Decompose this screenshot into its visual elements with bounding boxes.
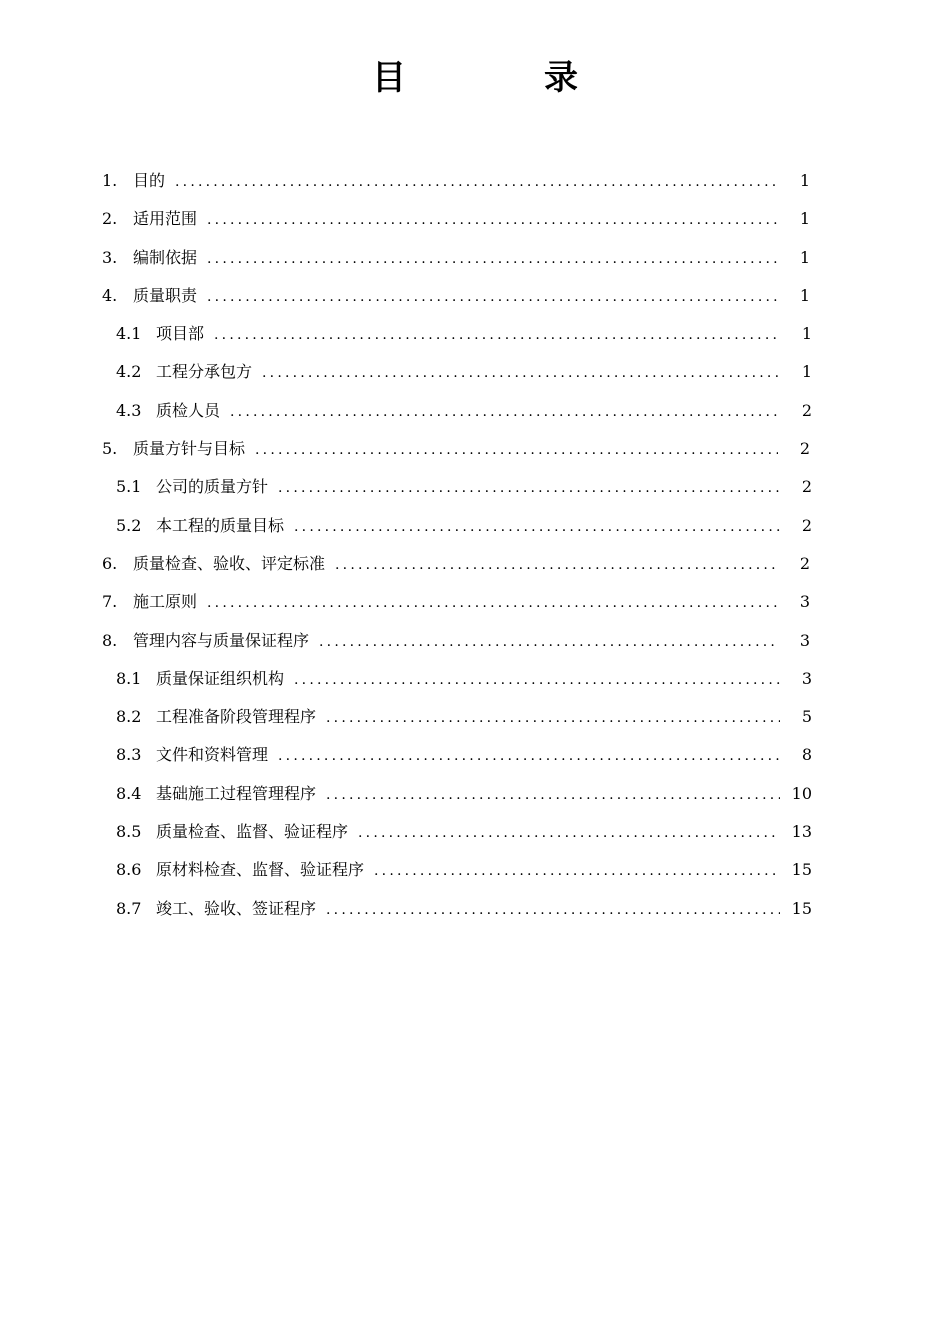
dot-leader [262, 354, 780, 392]
toc-entry-4[interactable] [0, 277, 950, 315]
dot-leader [294, 508, 780, 546]
toc-entry-page: 1 [799, 171, 810, 190]
toc-entry-page: 13 [791, 822, 812, 842]
toc-entry-8-3[interactable] [0, 736, 950, 774]
toc-entry-label: 原材料检查、监督、验证程序 [156, 860, 365, 880]
toc-entry-label: 质检人员 [156, 400, 221, 420]
toc-entry-label: 竣工、验收、签证程序 [156, 898, 317, 918]
dot-leader [278, 737, 780, 775]
dot-leader [214, 316, 780, 354]
toc-entry-8-4[interactable] [0, 775, 950, 813]
toc-entry-label: 管理内容与质量保证程序 [133, 630, 310, 650]
toc-entry-label: 质量职责 [133, 285, 198, 305]
toc-entry-page: 3 [799, 592, 810, 612]
toc-entry-page: 3 [799, 630, 810, 650]
toc-entry-page: 15 [791, 860, 812, 880]
dot-leader [358, 814, 780, 852]
toc-entry-8-1[interactable] [0, 660, 950, 698]
toc-entry-4-2[interactable] [0, 353, 950, 391]
dot-leader [326, 776, 780, 814]
toc-entry-label: 基础施工过程管理程序 [156, 783, 317, 803]
toc-entry-label: 质量检查、监督、验证程序 [156, 822, 349, 842]
toc-entry-label: 公司的质量方针 [156, 477, 269, 497]
dot-leader [326, 891, 780, 929]
toc-entry-label: 本工程的质量目标 [156, 515, 285, 535]
toc-entry-number: 8.5 [116, 822, 142, 842]
toc-entry-label: 工程分承包方 [156, 362, 253, 382]
dot-leader [207, 201, 778, 239]
table-of-contents [0, 162, 950, 928]
toc-entry-page: 2 [801, 477, 812, 497]
toc-entry-label: 工程准备阶段管理程序 [156, 707, 317, 727]
toc-entry-number: 8.2 [116, 707, 142, 727]
toc-entry-number: 1. [102, 171, 118, 190]
toc-entry-label: 质量检查、验收、评定标准 [133, 553, 326, 573]
toc-entry-page: 15 [791, 898, 812, 918]
dot-leader [326, 699, 780, 737]
toc-entry-number: 3. [102, 247, 118, 267]
toc-entry-page: 1 [799, 247, 810, 267]
toc-entry-number: 2. [102, 209, 118, 229]
toc-entry-4-3[interactable] [0, 392, 950, 430]
toc-entry-2[interactable] [0, 200, 950, 238]
toc-entry-label: 施工原则 [133, 592, 198, 612]
toc-entry-number: 4.2 [116, 362, 142, 382]
toc-entry-label: 文件和资料管理 [156, 745, 269, 765]
toc-entry-page: 2 [801, 400, 812, 420]
toc-entry-number: 8.4 [116, 783, 142, 803]
toc-entry-number: 8.3 [116, 745, 142, 765]
toc-entry-number: 7. [102, 592, 118, 612]
toc-entry-5-2[interactable] [0, 507, 950, 545]
toc-entry-5[interactable] [0, 430, 950, 468]
toc-entry-page: 1 [801, 362, 812, 382]
toc-entry-8-6[interactable] [0, 851, 950, 889]
toc-entry-page: 3 [801, 668, 812, 688]
dot-leader [255, 431, 778, 469]
toc-entry-7[interactable] [0, 583, 950, 621]
page-title: 目 录 [372, 58, 630, 98]
toc-entry-8-7[interactable] [0, 890, 950, 928]
dot-leader [374, 852, 780, 890]
toc-entry-page: 10 [791, 783, 812, 803]
toc-entry-label: 适用范围 [133, 209, 198, 229]
toc-entry-number: 8.6 [116, 860, 142, 880]
dot-leader [278, 469, 780, 507]
toc-entry-5-1[interactable] [0, 468, 950, 506]
dot-leader [207, 278, 778, 316]
toc-entry-4-1[interactable] [0, 315, 950, 353]
toc-entry-number: 8. [102, 630, 118, 650]
toc-entry-1[interactable] [0, 162, 950, 200]
toc-entry-number: 8.1 [116, 668, 142, 688]
dot-leader [207, 584, 778, 622]
toc-entry-number: 8.7 [116, 898, 142, 918]
toc-entry-number: 4.3 [116, 400, 142, 420]
toc-entry-label: 质量方针与目标 [133, 439, 246, 459]
toc-entry-page: 1 [799, 209, 810, 229]
dot-leader [175, 163, 778, 201]
dot-leader [207, 240, 778, 278]
toc-entry-page: 5 [801, 707, 812, 727]
toc-entry-label: 目的 [133, 171, 166, 190]
toc-entry-label: 编制依据 [133, 247, 198, 267]
toc-entry-number: 5.2 [116, 515, 142, 535]
toc-entry-page: 1 [801, 324, 812, 344]
toc-entry-number: 5.1 [116, 477, 142, 497]
toc-entry-number: 6. [102, 553, 118, 573]
toc-entry-8-5[interactable] [0, 813, 950, 851]
dot-leader [230, 393, 780, 431]
dot-leader [294, 661, 780, 699]
toc-entry-label: 质量保证组织机构 [156, 668, 285, 688]
toc-entry-number: 5. [102, 439, 118, 459]
toc-entry-3[interactable] [0, 239, 950, 277]
toc-entry-page: 1 [799, 285, 810, 305]
dot-leader [335, 546, 778, 584]
toc-entry-page: 8 [801, 745, 812, 765]
toc-entry-8-2[interactable] [0, 698, 950, 736]
toc-entry-page: 2 [799, 439, 810, 459]
toc-entry-page: 2 [799, 553, 810, 573]
toc-entry-label: 项目部 [156, 324, 205, 344]
toc-entry-8[interactable] [0, 622, 950, 660]
toc-entry-page: 2 [801, 515, 812, 535]
dot-leader [319, 623, 778, 661]
toc-entry-6[interactable] [0, 545, 950, 583]
toc-entry-number: 4. [102, 285, 118, 305]
toc-entry-number: 4.1 [116, 324, 142, 344]
